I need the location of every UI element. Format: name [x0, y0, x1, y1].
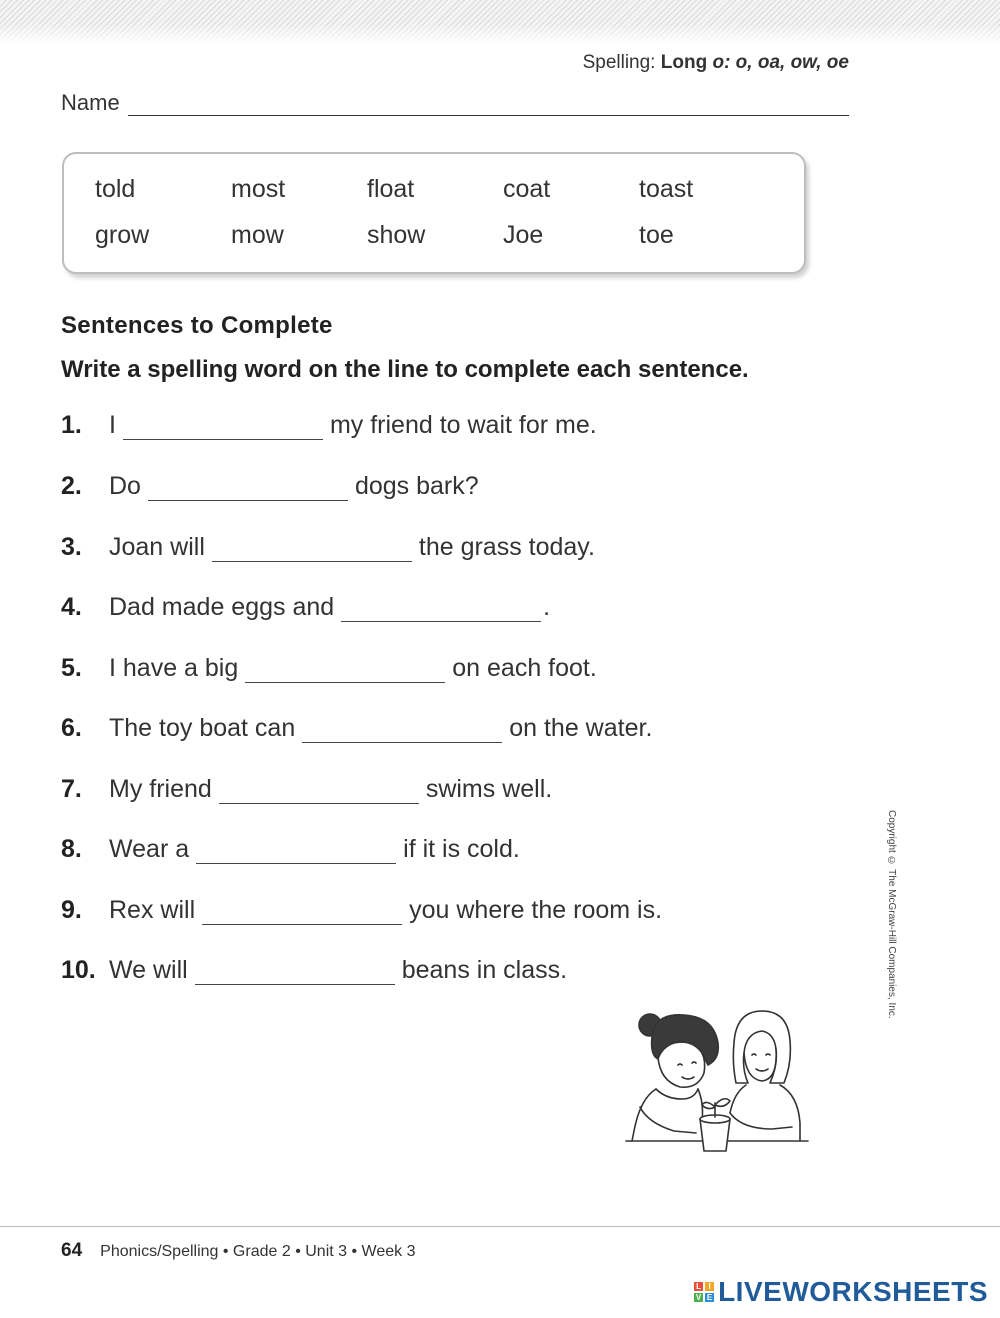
item-number: 9. — [61, 896, 82, 924]
item-number: 7. — [61, 775, 82, 803]
sentence-end: on each foot. — [452, 654, 597, 682]
spelling-word: mow — [231, 221, 284, 249]
sentence-item — [61, 410, 597, 440]
sentence-start: Joan will — [109, 533, 205, 561]
item-number: 8. — [61, 835, 82, 863]
answer-blank[interactable] — [302, 722, 502, 743]
answer-blank[interactable] — [148, 480, 348, 501]
sentence-end: dogs bark? — [354, 472, 479, 500]
sentence-end: the grass today. — [418, 533, 595, 561]
sentence-end: my friend to wait for me. — [329, 411, 597, 439]
sentence-end: you where the room is. — [409, 896, 663, 924]
footer-text: Phonics/Spelling • Grade 2 • Unit 3 • Week 3 — [100, 1243, 416, 1260]
sentence-item — [61, 532, 595, 562]
sentence-item — [61, 653, 597, 683]
sentence-item — [61, 834, 520, 864]
logo-letter: V — [695, 1293, 702, 1302]
answer-blank[interactable] — [202, 904, 402, 925]
sentence-end: if it is cold. — [403, 835, 520, 863]
sentence-end: on the water. — [509, 714, 653, 742]
lesson-tag — [583, 52, 849, 74]
item-number: 5. — [61, 654, 82, 682]
sentence-start: I have a big — [109, 654, 239, 682]
instructions: Write a spelling word on the line to complete each sentence. — [61, 356, 749, 383]
sentence-item — [61, 592, 550, 622]
answer-blank[interactable] — [219, 783, 419, 804]
item-number: 6. — [61, 714, 82, 742]
spelling-word: grow — [95, 221, 150, 249]
copyright-notice: Copyright © The McGraw-Hill Companies, Inc. — [886, 810, 897, 1019]
sentence-start: The toy boat can — [109, 714, 296, 742]
sentence-item — [61, 774, 552, 804]
sentence-start: We will — [109, 956, 188, 984]
name-input-line[interactable] — [128, 95, 849, 116]
lesson-tag-pattern: o: o, oa, ow, oe — [712, 52, 849, 73]
footer-divider — [0, 1226, 1000, 1227]
sentence-item — [61, 955, 567, 985]
spelling-word-box — [62, 152, 806, 274]
name-row — [61, 88, 849, 116]
page-footer — [61, 1240, 415, 1262]
sentence-end: . — [543, 593, 551, 621]
sentence-start: My friend — [109, 775, 212, 803]
spelling-word: float — [367, 175, 415, 203]
item-number: 4. — [61, 593, 82, 621]
spelling-word: most — [231, 175, 286, 203]
spelling-word: coat — [503, 175, 551, 203]
two-children-plant-illustration — [622, 1003, 814, 1161]
sentence-start: I — [109, 411, 116, 439]
sentence-end: swims well. — [425, 775, 553, 803]
brand-name: LIVEWORKSHEETS — [718, 1276, 988, 1307]
spelling-word: Joe — [503, 221, 544, 249]
item-number: 3. — [61, 533, 82, 561]
logo-letter: I — [705, 1282, 714, 1291]
spelling-word: toe — [639, 221, 674, 249]
sentence-start: Dad made eggs and — [109, 593, 335, 621]
answer-blank[interactable] — [195, 964, 395, 985]
item-number: 2. — [61, 472, 82, 500]
name-label: Name — [61, 90, 120, 115]
sentence-end: beans in class. — [401, 956, 568, 984]
liveworksheets-logo — [694, 1276, 988, 1308]
sentence-start: Rex will — [109, 896, 196, 924]
sentence-item — [61, 895, 662, 925]
top-decorative-band — [0, 0, 1000, 44]
sentence-item — [61, 713, 652, 743]
lesson-tag-prefix: Spelling: — [582, 52, 656, 73]
section-title: Sentences to Complete — [61, 312, 333, 339]
logo-letter: E — [706, 1293, 713, 1302]
sentence-item — [61, 471, 479, 501]
sentence-start: Do — [109, 472, 141, 500]
answer-blank[interactable] — [212, 541, 412, 562]
logo-mark-icon — [694, 1282, 714, 1302]
spelling-word: toast — [639, 175, 694, 203]
answer-blank[interactable] — [123, 419, 323, 440]
answer-blank[interactable] — [341, 601, 541, 622]
answer-blank[interactable] — [245, 662, 445, 683]
lesson-tag-bold: Long — [660, 52, 708, 73]
spelling-word: show — [367, 221, 426, 249]
item-number: 10. — [61, 956, 96, 984]
item-number: 1. — [61, 411, 82, 439]
sentence-start: Wear a — [109, 835, 190, 863]
spelling-word: told — [95, 175, 136, 203]
logo-letter: L — [694, 1282, 703, 1291]
page-number: 64 — [61, 1240, 83, 1261]
answer-blank[interactable] — [196, 843, 396, 864]
